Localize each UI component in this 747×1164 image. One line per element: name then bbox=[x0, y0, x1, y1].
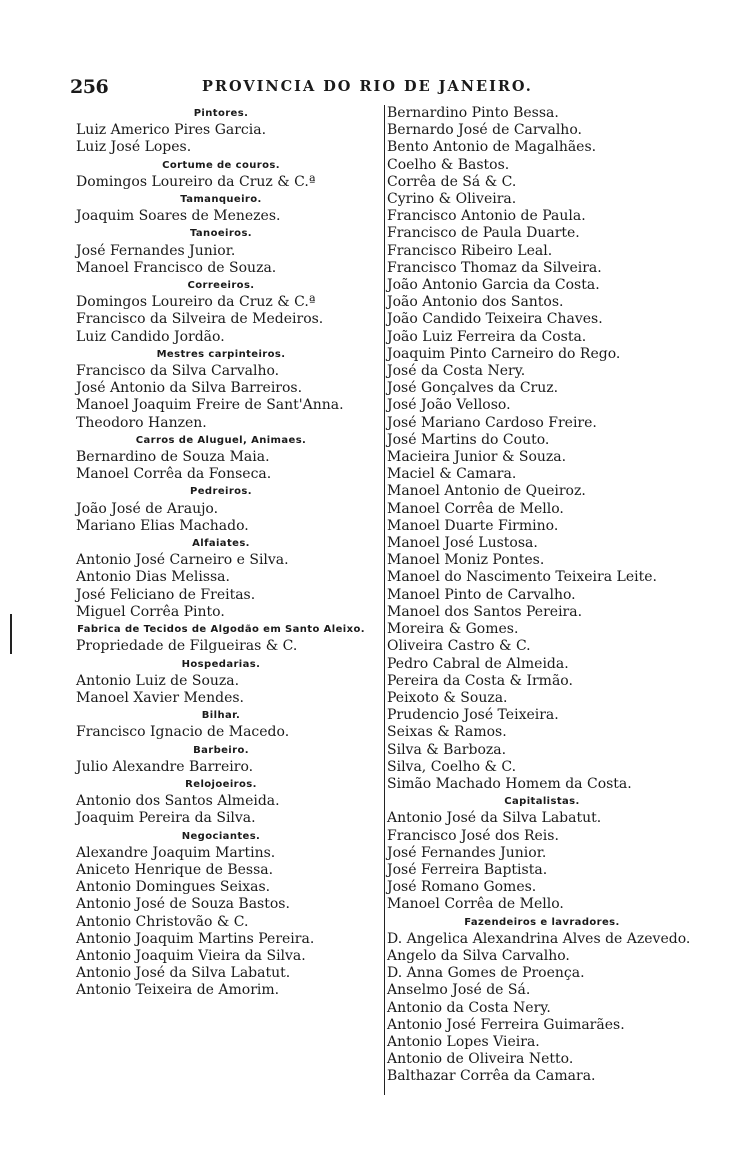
directory-entry: José Antonio da Silva Barreiros. bbox=[76, 380, 303, 397]
category-heading: Negociantes. bbox=[181, 830, 261, 842]
directory-entry: Domingos Loureiro da Cruz & C.ª bbox=[76, 294, 316, 311]
directory-entry: José Fernandes Junior. bbox=[76, 242, 236, 259]
page-number: 256 bbox=[70, 76, 109, 98]
directory-entry: D. Angelica Alexandrina Alves de Azevedo. bbox=[387, 930, 691, 947]
directory-entry: Antonio Lopes Vieira. bbox=[387, 1033, 540, 1050]
directory-entry: Anselmo José de Sá. bbox=[387, 982, 531, 999]
directory-entry: Manoel Joaquim Freire de Sant'Anna. bbox=[76, 397, 344, 414]
directory-entry: Manoel Antonio de Queiroz. bbox=[387, 483, 586, 500]
directory-entry: Macieira Junior & Souza. bbox=[387, 449, 567, 466]
directory-entry: Bento Antonio de Magalhães. bbox=[387, 139, 597, 156]
directory-entry: Bernardo José de Carvalho. bbox=[387, 122, 582, 139]
directory-entry: Silva & Barboza. bbox=[387, 741, 507, 758]
directory-entry: Antonio Dias Melissa. bbox=[76, 569, 230, 586]
directory-entry: Manoel Corrêa de Mello. bbox=[387, 896, 564, 913]
directory-entry: Moreira & Gomes. bbox=[387, 621, 519, 638]
directory-entry: José Fernandes Junior. bbox=[387, 844, 547, 861]
category-heading: Carros de Aluguel, Animaes. bbox=[135, 434, 307, 446]
directory-entry: Antonio José Carneiro e Silva. bbox=[76, 552, 289, 569]
directory-entry: Simão Machado Homem da Costa. bbox=[387, 775, 632, 792]
directory-entry: João Luiz Ferreira da Costa. bbox=[387, 328, 587, 345]
category-heading: Hospedarias. bbox=[181, 658, 261, 670]
directory-entry: Manoel dos Santos Pereira. bbox=[387, 603, 583, 620]
category-heading: Bilhar. bbox=[201, 710, 241, 722]
directory-entry: Theodoro Hanzen. bbox=[76, 414, 207, 431]
directory-entry: Luiz Americo Pires Garcia. bbox=[76, 122, 267, 139]
directory-entry: D. Anna Gomes de Proença. bbox=[387, 965, 585, 982]
directory-entry: Antonio Domingues Seixas. bbox=[76, 879, 271, 896]
directory-entry: Prudencio José Teixeira. bbox=[387, 707, 559, 724]
directory-entry: João José de Araujo. bbox=[76, 500, 219, 517]
directory-entry: Manoel Corrêa da Fonseca. bbox=[76, 466, 272, 483]
directory-entry: Antonio José de Souza Bastos. bbox=[76, 896, 290, 913]
category-heading: Cortume de couros. bbox=[162, 159, 280, 171]
category-heading: Correeiros. bbox=[187, 280, 255, 292]
category-heading: Tanoeiros. bbox=[189, 228, 253, 240]
directory-entry: Bernardino de Souza Maia. bbox=[76, 449, 270, 466]
left-column bbox=[60, 105, 382, 1000]
right-column bbox=[384, 105, 697, 1095]
directory-entry: Alexandre Joaquim Martins. bbox=[76, 844, 276, 861]
directory-entry: Antonio Joaquim Vieira da Silva. bbox=[76, 947, 306, 964]
directory-entry: Antonio da Costa Nery. bbox=[387, 999, 551, 1016]
running-title: PROVINCIA DO RIO DE JANEIRO. bbox=[202, 78, 533, 95]
directory-entry: João Antonio dos Santos. bbox=[387, 294, 564, 311]
directory-entry: Manoel do Nascimento Teixeira Leite. bbox=[387, 569, 657, 586]
category-heading: Capitalistas. bbox=[504, 796, 580, 808]
directory-entry: Francisco Ignacio de Macedo. bbox=[76, 724, 290, 741]
directory-entry: Julio Alexandre Barreiro. bbox=[76, 758, 254, 775]
category-heading: Relojoeiros. bbox=[185, 778, 257, 790]
directory-entry: Antonio José da Silva Labatut. bbox=[76, 965, 291, 982]
margin-mark bbox=[10, 614, 12, 654]
category-heading: Pedreiros. bbox=[190, 486, 252, 498]
directory-entry: Manoel Francisco de Souza. bbox=[76, 259, 277, 276]
directory-entry: Francisco José dos Reis. bbox=[387, 827, 559, 844]
directory-entry: José Martins do Couto. bbox=[387, 431, 550, 448]
directory-entry: Antonio Teixeira de Amorim. bbox=[76, 982, 280, 999]
directory-entry: Francisco de Paula Duarte. bbox=[387, 225, 580, 242]
page-header bbox=[70, 76, 580, 100]
directory-entry: José Romano Gomes. bbox=[387, 879, 537, 896]
directory-entry: João Antonio Garcia da Costa. bbox=[387, 277, 600, 294]
directory-entry: Pedro Cabral de Almeida. bbox=[387, 655, 569, 672]
directory-entry: Corrêa de Sá & C. bbox=[387, 173, 517, 190]
category-heading: Barbeiro. bbox=[193, 744, 249, 756]
directory-entry: Antonio dos Santos Almeida. bbox=[76, 793, 280, 810]
directory-entry: Balthazar Corrêa da Camara. bbox=[387, 1068, 596, 1085]
directory-entry: José Gonçalves da Cruz. bbox=[387, 380, 559, 397]
directory-entry: Pereira da Costa & Irmão. bbox=[387, 672, 573, 689]
directory-entry: Francisco Antonio de Paula. bbox=[387, 208, 586, 225]
directory-entry: José Mariano Cardoso Freire. bbox=[387, 414, 597, 431]
directory-entry: Antonio José Ferreira Guimarães. bbox=[387, 1016, 625, 1033]
category-heading: Pintores. bbox=[193, 108, 249, 119]
directory-entry: Manoel Xavier Mendes. bbox=[76, 689, 244, 706]
directory-entry: Manoel Duarte Firmino. bbox=[387, 517, 559, 534]
directory-entry: Antonio Christovão & C. bbox=[76, 913, 249, 930]
directory-entry: Oliveira Castro & C. bbox=[387, 638, 531, 655]
directory-entry: José Ferreira Baptista. bbox=[387, 861, 548, 878]
directory-entry: Francisco da Silveira de Medeiros. bbox=[76, 311, 324, 328]
directory-entry: Antonio de Oliveira Netto. bbox=[387, 1051, 574, 1068]
directory-entry: Cyrino & Oliveira. bbox=[387, 191, 517, 208]
directory-entry: Manoel Moniz Pontes. bbox=[387, 552, 545, 569]
directory-entry: Mariano Elias Machado. bbox=[76, 517, 249, 534]
directory-entry: Francisco da Silva Carvalho. bbox=[76, 363, 280, 380]
directory-entry: Angelo da Silva Carvalho. bbox=[387, 947, 570, 964]
category-heading: Alfaiates. bbox=[192, 538, 250, 550]
category-heading: Fazendeiros e lavradores. bbox=[464, 916, 620, 928]
directory-entry: Antonio José da Silva Labatut. bbox=[387, 810, 602, 827]
directory-entry: Joaquim Soares de Menezes. bbox=[76, 208, 281, 225]
directory-entry: Aniceto Henrique de Bessa. bbox=[76, 861, 274, 878]
directory-entry: Manoel Pinto de Carvalho. bbox=[387, 586, 576, 603]
directory-entry: Francisco Thomaz da Silveira. bbox=[387, 259, 602, 276]
directory-entry: Francisco Ribeiro Leal. bbox=[387, 242, 553, 259]
directory-entry: Antonio Joaquim Martins Pereira. bbox=[76, 930, 315, 947]
directory-entry: Peixoto & Souza. bbox=[387, 689, 508, 706]
directory-entry: Joaquim Pereira da Silva. bbox=[76, 810, 256, 827]
directory-entry: Joaquim Pinto Carneiro do Rego. bbox=[387, 345, 621, 362]
directory-entry: José João Velloso. bbox=[387, 397, 511, 414]
directory-entry: Domingos Loureiro da Cruz & C.ª bbox=[76, 173, 316, 190]
directory-entry: Luiz José Lopes. bbox=[76, 139, 192, 156]
category-heading: Tamanqueiro. bbox=[180, 194, 262, 206]
directory-entry: Miguel Corrêa Pinto. bbox=[76, 603, 225, 620]
directory-entry: Maciel & Camara. bbox=[387, 466, 517, 483]
directory-entry: Coelho & Bastos. bbox=[387, 156, 510, 173]
directory-entry: José Feliciano de Freitas. bbox=[76, 586, 256, 603]
directory-entry: José da Costa Nery. bbox=[387, 363, 526, 380]
directory-entry: Propriedade de Filgueiras & C. bbox=[76, 638, 298, 655]
directory-entry: Antonio Luiz de Souza. bbox=[76, 672, 240, 689]
directory-entry: Luiz Candido Jordão. bbox=[76, 328, 225, 345]
directory-entry: Manoel Corrêa de Mello. bbox=[387, 500, 564, 517]
directory-entry: João Candido Teixeira Chaves. bbox=[387, 311, 603, 328]
directory-entry: Bernardino Pinto Bessa. bbox=[387, 105, 559, 121]
directory-entry: Manoel José Lustosa. bbox=[387, 535, 538, 552]
category-heading: Fabrica de Tecidos de Algodão em Santo Aleixo. bbox=[77, 624, 365, 636]
directory-entry: Silva, Coelho & C. bbox=[387, 758, 517, 775]
category-heading: Mestres carpinteiros. bbox=[156, 348, 286, 360]
directory-entry: Seixas & Ramos. bbox=[387, 724, 507, 741]
